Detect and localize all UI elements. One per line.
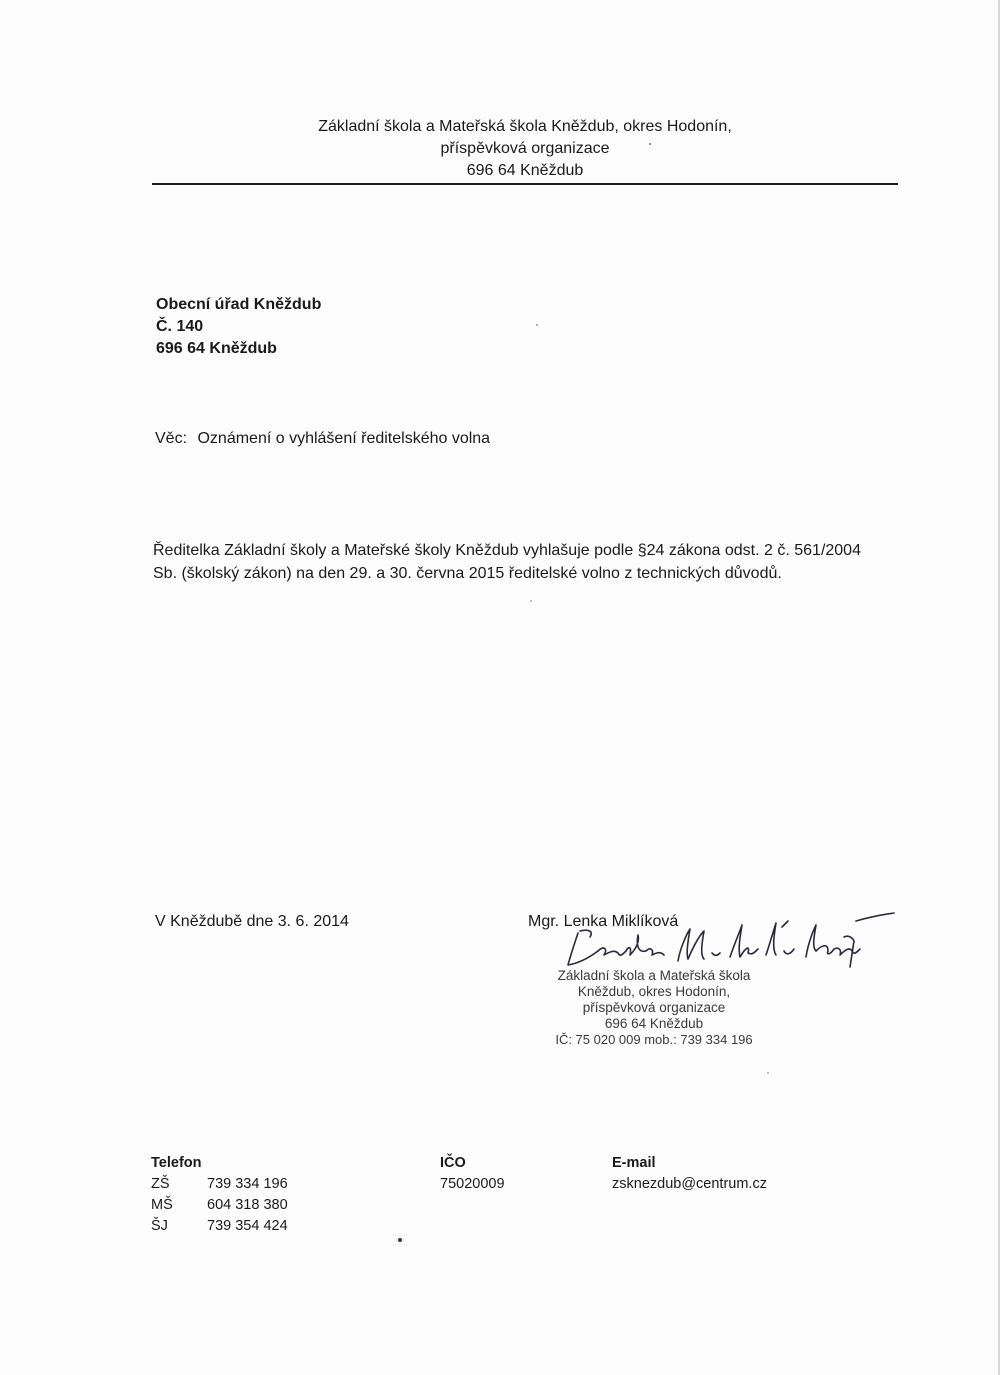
signatory-name: Mgr. Lenka Miklíková <box>528 913 679 930</box>
scan-speck <box>767 1072 769 1074</box>
scan-speck <box>649 143 651 145</box>
phone-abbr: MŠ <box>151 1197 173 1213</box>
footer-ico-heading: IČO <box>440 1155 466 1171</box>
recipient-name: Obecní úřad Kněždub <box>156 296 322 313</box>
letterhead-address: 696 64 Kněždub <box>466 162 584 179</box>
footer-phone-row <box>151 1174 351 1195</box>
letterhead-school-name: Základní škola a Mateřská škola Kněždub, okres Hodonín, <box>318 118 732 135</box>
recipient-address <box>156 294 321 360</box>
stamp-line-ico: IČ: 75 020 009 mob.: 739 334 196 <box>555 1032 753 1047</box>
recipient-city: 696 64 Kněždub <box>156 340 277 357</box>
body-line-1: Ředitelka Základní školy a Mateřské školy Kněždub vyhlašuje podle §24 zákona odst. 2 č. 561/2004 <box>153 542 861 559</box>
stamp-line-location: Kněždub, okres Hodonín, <box>577 984 731 999</box>
subject-line <box>155 428 490 450</box>
footer-phone-block <box>151 1153 351 1237</box>
footer-email-heading: E-mail <box>612 1155 656 1171</box>
letterhead-divider <box>152 183 898 185</box>
footer-ico-block <box>440 1153 590 1195</box>
body-line-2: Sb. (školský zákon) na den 29. a 30. června 2015 ředitelské volno z technických důvodů. <box>153 565 782 582</box>
footer-phone-row <box>151 1195 351 1216</box>
stamp-line-address: 696 64 Kněždub <box>604 1016 704 1031</box>
subject-label: Věc: <box>155 430 188 447</box>
stamp-line-school: Základní škola a Mateřská škola <box>557 968 751 983</box>
scan-speck <box>536 324 538 326</box>
stamp-line-organization: příspěvková organizace <box>582 1000 726 1015</box>
footer-email-value: zsknezdub@centrum.cz <box>612 1176 767 1192</box>
letter-body <box>153 539 893 585</box>
footer-phone-row <box>151 1216 351 1237</box>
recipient-number: Č. 140 <box>156 318 204 335</box>
scan-speck <box>398 1238 402 1242</box>
subject-text: Oznámení o vyhlášení ředitelského volna <box>197 430 491 447</box>
footer-email-block <box>612 1153 862 1195</box>
phone-number: 739 334 196 <box>207 1176 288 1192</box>
phone-number: 604 318 380 <box>207 1197 288 1213</box>
letterhead-organization-type: příspěvková organizace <box>440 140 610 157</box>
phone-abbr: ZŠ <box>151 1176 170 1192</box>
date-place: V Kněždubě dne 3. 6. 2014 <box>155 913 349 930</box>
scan-speck <box>530 600 532 602</box>
school-stamp <box>534 968 774 1048</box>
phone-number: 739 354 424 <box>207 1218 288 1234</box>
letterhead <box>150 116 900 182</box>
phone-abbr: ŠJ <box>151 1218 168 1234</box>
footer-phone-heading: Telefon <box>151 1155 202 1171</box>
footer-ico-value: 75020009 <box>440 1176 505 1192</box>
